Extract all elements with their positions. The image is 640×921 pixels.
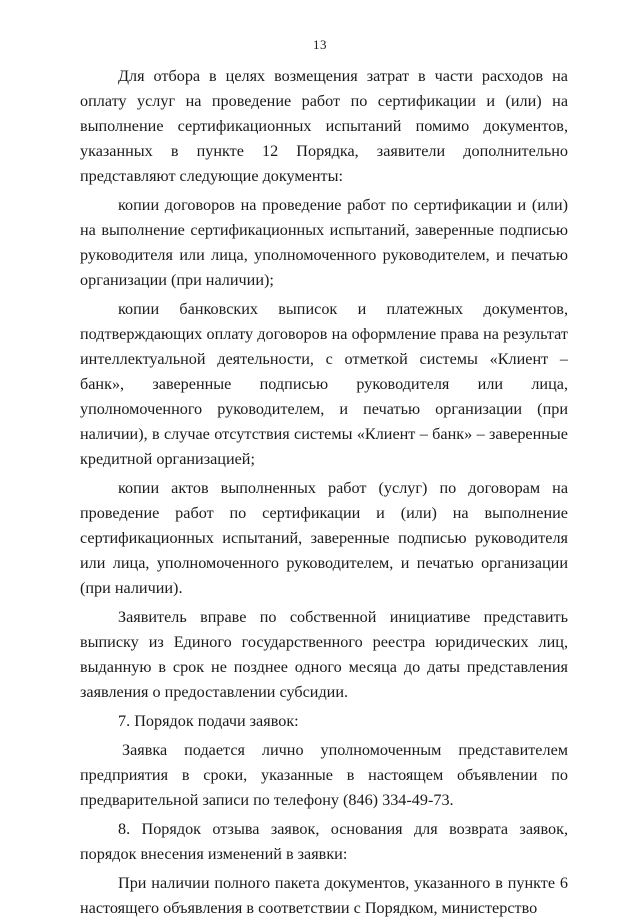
paragraph-acts-copies: копии актов выполненных работ (услуг) по договорам на проведение работ по сертификации и (или) на выполнение сертификационных испытаний, заверенные подписью руководителя или лица, уполномоченного руководителем, и печатью организации (при наличии). bbox=[80, 479, 568, 597]
paragraph-bank-statements: копии банковских выписок и платежных документов, подтверждающих оплату договоров на оформление права на результат интеллектуальной деятельности, с отметкой системы «Клиент – банк», заверенные подписью руководителя или лица, уполномоченного руководителем, и печатью организации (при наличии), в случае отсутствия системы «Клиент – банк» – заверенные кредитной организацией; bbox=[80, 300, 568, 468]
section-heading-8: 8. Порядок отзыва заявок, основания для возврата заявок, порядок внесения изменений в заявки: bbox=[80, 820, 568, 863]
paragraph-submission: Заявка подается лично уполномоченным представителем предприятия в сроки, указанные в настоящем объявлении по предварительной записи по телефону (846) 334-49-73. bbox=[80, 741, 568, 809]
page-number: 13 bbox=[313, 37, 327, 52]
paragraph-intro: Для отбора в целях возмещения затрат в части расходов на оплату услуг на проведение работ по сертификации и (или) на выполнение сертификационных испытаний помимо документов, указанных в пункте 12 Порядка, заявители дополнительно представляют следующие документы: bbox=[80, 67, 568, 185]
paragraph-contract-copies: копии договоров на проведение работ по сертификации и (или) на выполнение сертификационных испытаний, заверенные подписью руководителя или лица, уполномоченного руководителем, и печатью организации (при наличии); bbox=[80, 196, 568, 289]
paragraph-full-package: При наличии полного пакета документов, указанного в пункте 6 настоящего объявления в соответствии с Порядком, министерство bbox=[80, 874, 568, 917]
document-body bbox=[80, 64, 568, 921]
section-heading-7: 7. Порядок подачи заявок: bbox=[118, 712, 299, 730]
paragraph-registry-extract: Заявитель вправе по собственной инициативе представить выписку из Единого государственного реестра юридических лиц, выданную в срок не позднее одного месяца до даты представления заявления о предоставлении субсидии. bbox=[80, 608, 568, 701]
